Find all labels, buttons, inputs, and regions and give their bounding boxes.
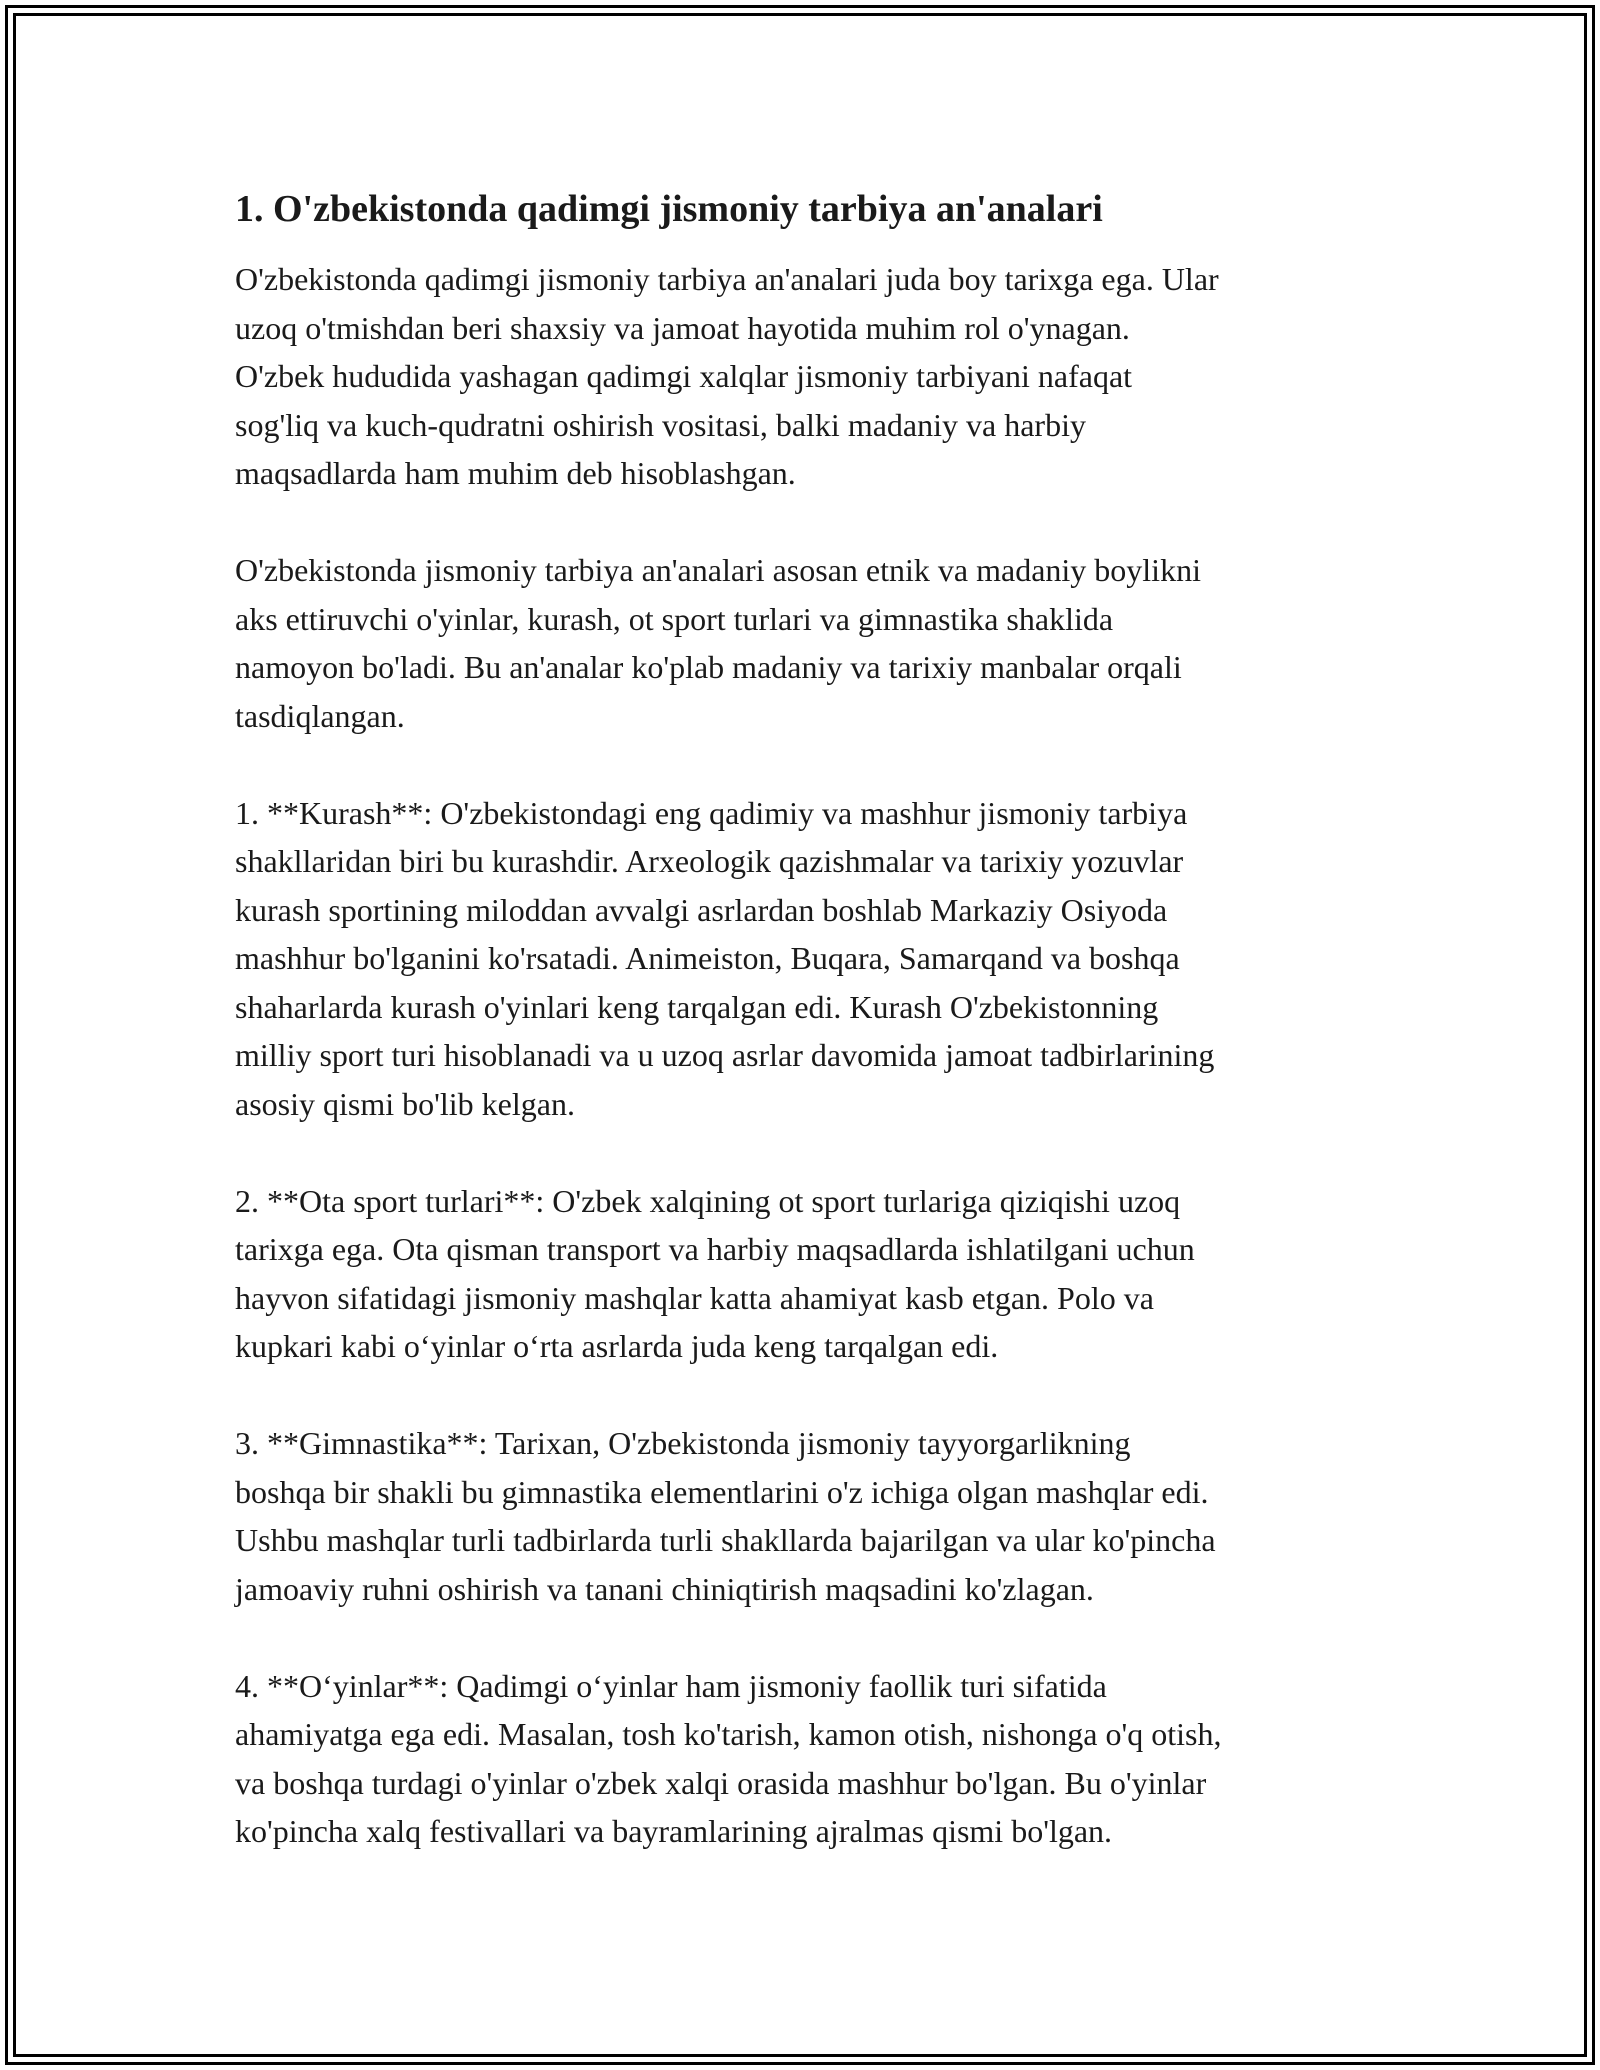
- text-line: 3. **Gimnastika**: Tarixan, O'zbekistonda jismoniy tayyorgarlikning: [235, 1425, 1131, 1461]
- paragraph: [235, 1662, 1385, 1856]
- text-line: kurash sportining miloddan avvalgi asrlardan boshlab Markaziy Osiyoda: [235, 891, 1168, 928]
- text-line: 2. **Ota sport turlari**: O'zbek xalqining ot sport turlariga qiziqishi uzoq: [235, 1182, 1181, 1219]
- text-line: maqsadlarda ham muhim deb hisoblashgan.: [235, 455, 796, 491]
- document-title: 1. O'zbekistonda qadimgi jismoniy tarbiya an'analari: [235, 188, 1103, 230]
- text-line: va boshqa turdagi o'yinlar o'zbek xalqi orasida mashhur bo'lgan. Bu o'yinlar: [235, 1764, 1207, 1801]
- text-line: shakllaridan biri bu kurashdir. Arxeologik qazishmalar va tarixiy yozuvlar: [235, 843, 1184, 879]
- text-line: namoyon bo'ladi. Bu an'analar ko'plab madaniy va tarixiy manbalar orqali: [235, 649, 1182, 685]
- text-line: hayvon sifatidagi jismoniy mashqlar katta ahamiyat kasb etgan. Polo va: [235, 1279, 1154, 1316]
- text-line: O'zbek hududida yashagan qadimgi xalqlar jismoniy tarbiyani nafaqat: [235, 358, 1133, 394]
- text-line: sog'liq va kuch-qudratni oshirish vositasi, balki madaniy va harbiy: [235, 406, 1086, 443]
- text-line: boshqa bir shakli bu gimnastika elementlarini o'z ichiga olgan mashqlar edi.: [235, 1473, 1209, 1510]
- text-line: kupkari kabi o‘yinlar o‘rta asrlarda juda keng tarqalgan edi.: [235, 1328, 999, 1364]
- paragraph: [235, 255, 1385, 498]
- text-line: 4. **O‘yinlar**: Qadimgi o‘yinlar ham jismoniy faollik turi sifatida: [235, 1667, 1107, 1704]
- text-line: milliy sport turi hisoblanadi va u uzoq asrlar davomida jamoat tadbirlarining: [235, 1037, 1215, 1073]
- text-line: tarixga ega. Ota qisman transport va harbiy maqsadlarda ishlatilgani uchun: [235, 1231, 1195, 1267]
- text-line: tasdiqlangan.: [235, 697, 405, 734]
- text-line: ahamiyatga ega edi. Masalan, tosh ko'tarish, kamon otish, nishonga o'q otish,: [235, 1716, 1222, 1752]
- text-line: O'zbekistonda qadimgi jismoniy tarbiya an'analari juda boy tarixga ega. Ular: [235, 261, 1219, 297]
- paragraph: [235, 1177, 1385, 1371]
- paragraph: [235, 546, 1385, 740]
- text-line: asosiy qismi bo'lib kelgan.: [235, 1085, 575, 1122]
- paragraph: [235, 789, 1385, 1129]
- text-line: O'zbekistonda jismoniy tarbiya an'analari asosan etnik va madaniy boylikni: [235, 552, 1201, 588]
- text-line: shaharlarda kurash o'yinlari keng tarqalgan edi. Kurash O'zbekistonning: [235, 988, 1159, 1025]
- paragraph: [235, 1419, 1385, 1613]
- text-line: uzoq o'tmishdan beri shaxsiy va jamoat hayotida muhim rol o'ynagan.: [235, 309, 1130, 346]
- text-line: Ushbu mashqlar turli tadbirlarda turli shakllarda bajarilgan va ular ko'pincha: [235, 1522, 1216, 1558]
- text-line: 1. **Kurash**: O'zbekistondagi eng qadimiy va mashhur jismoniy tarbiya: [235, 794, 1188, 831]
- paragraph-list: [235, 255, 1385, 1856]
- text-line: jamoaviy ruhni oshirish va tanani chiniqtirish maqsadini ko'zlagan.: [235, 1570, 1094, 1607]
- text-line: mashhur bo'lganini ko'rsatadi. Animeiston, Buqara, Samarqand va boshqa: [235, 940, 1180, 976]
- text-line: ko'pincha xalq festivallari va bayramlarining ajralmas qismi bo'lgan.: [235, 1813, 1113, 1849]
- document-body: [235, 185, 1385, 1856]
- text-line: aks ettiruvchi o'yinlar, kurash, ot sport turlari va gimnastika shaklida: [235, 600, 1114, 637]
